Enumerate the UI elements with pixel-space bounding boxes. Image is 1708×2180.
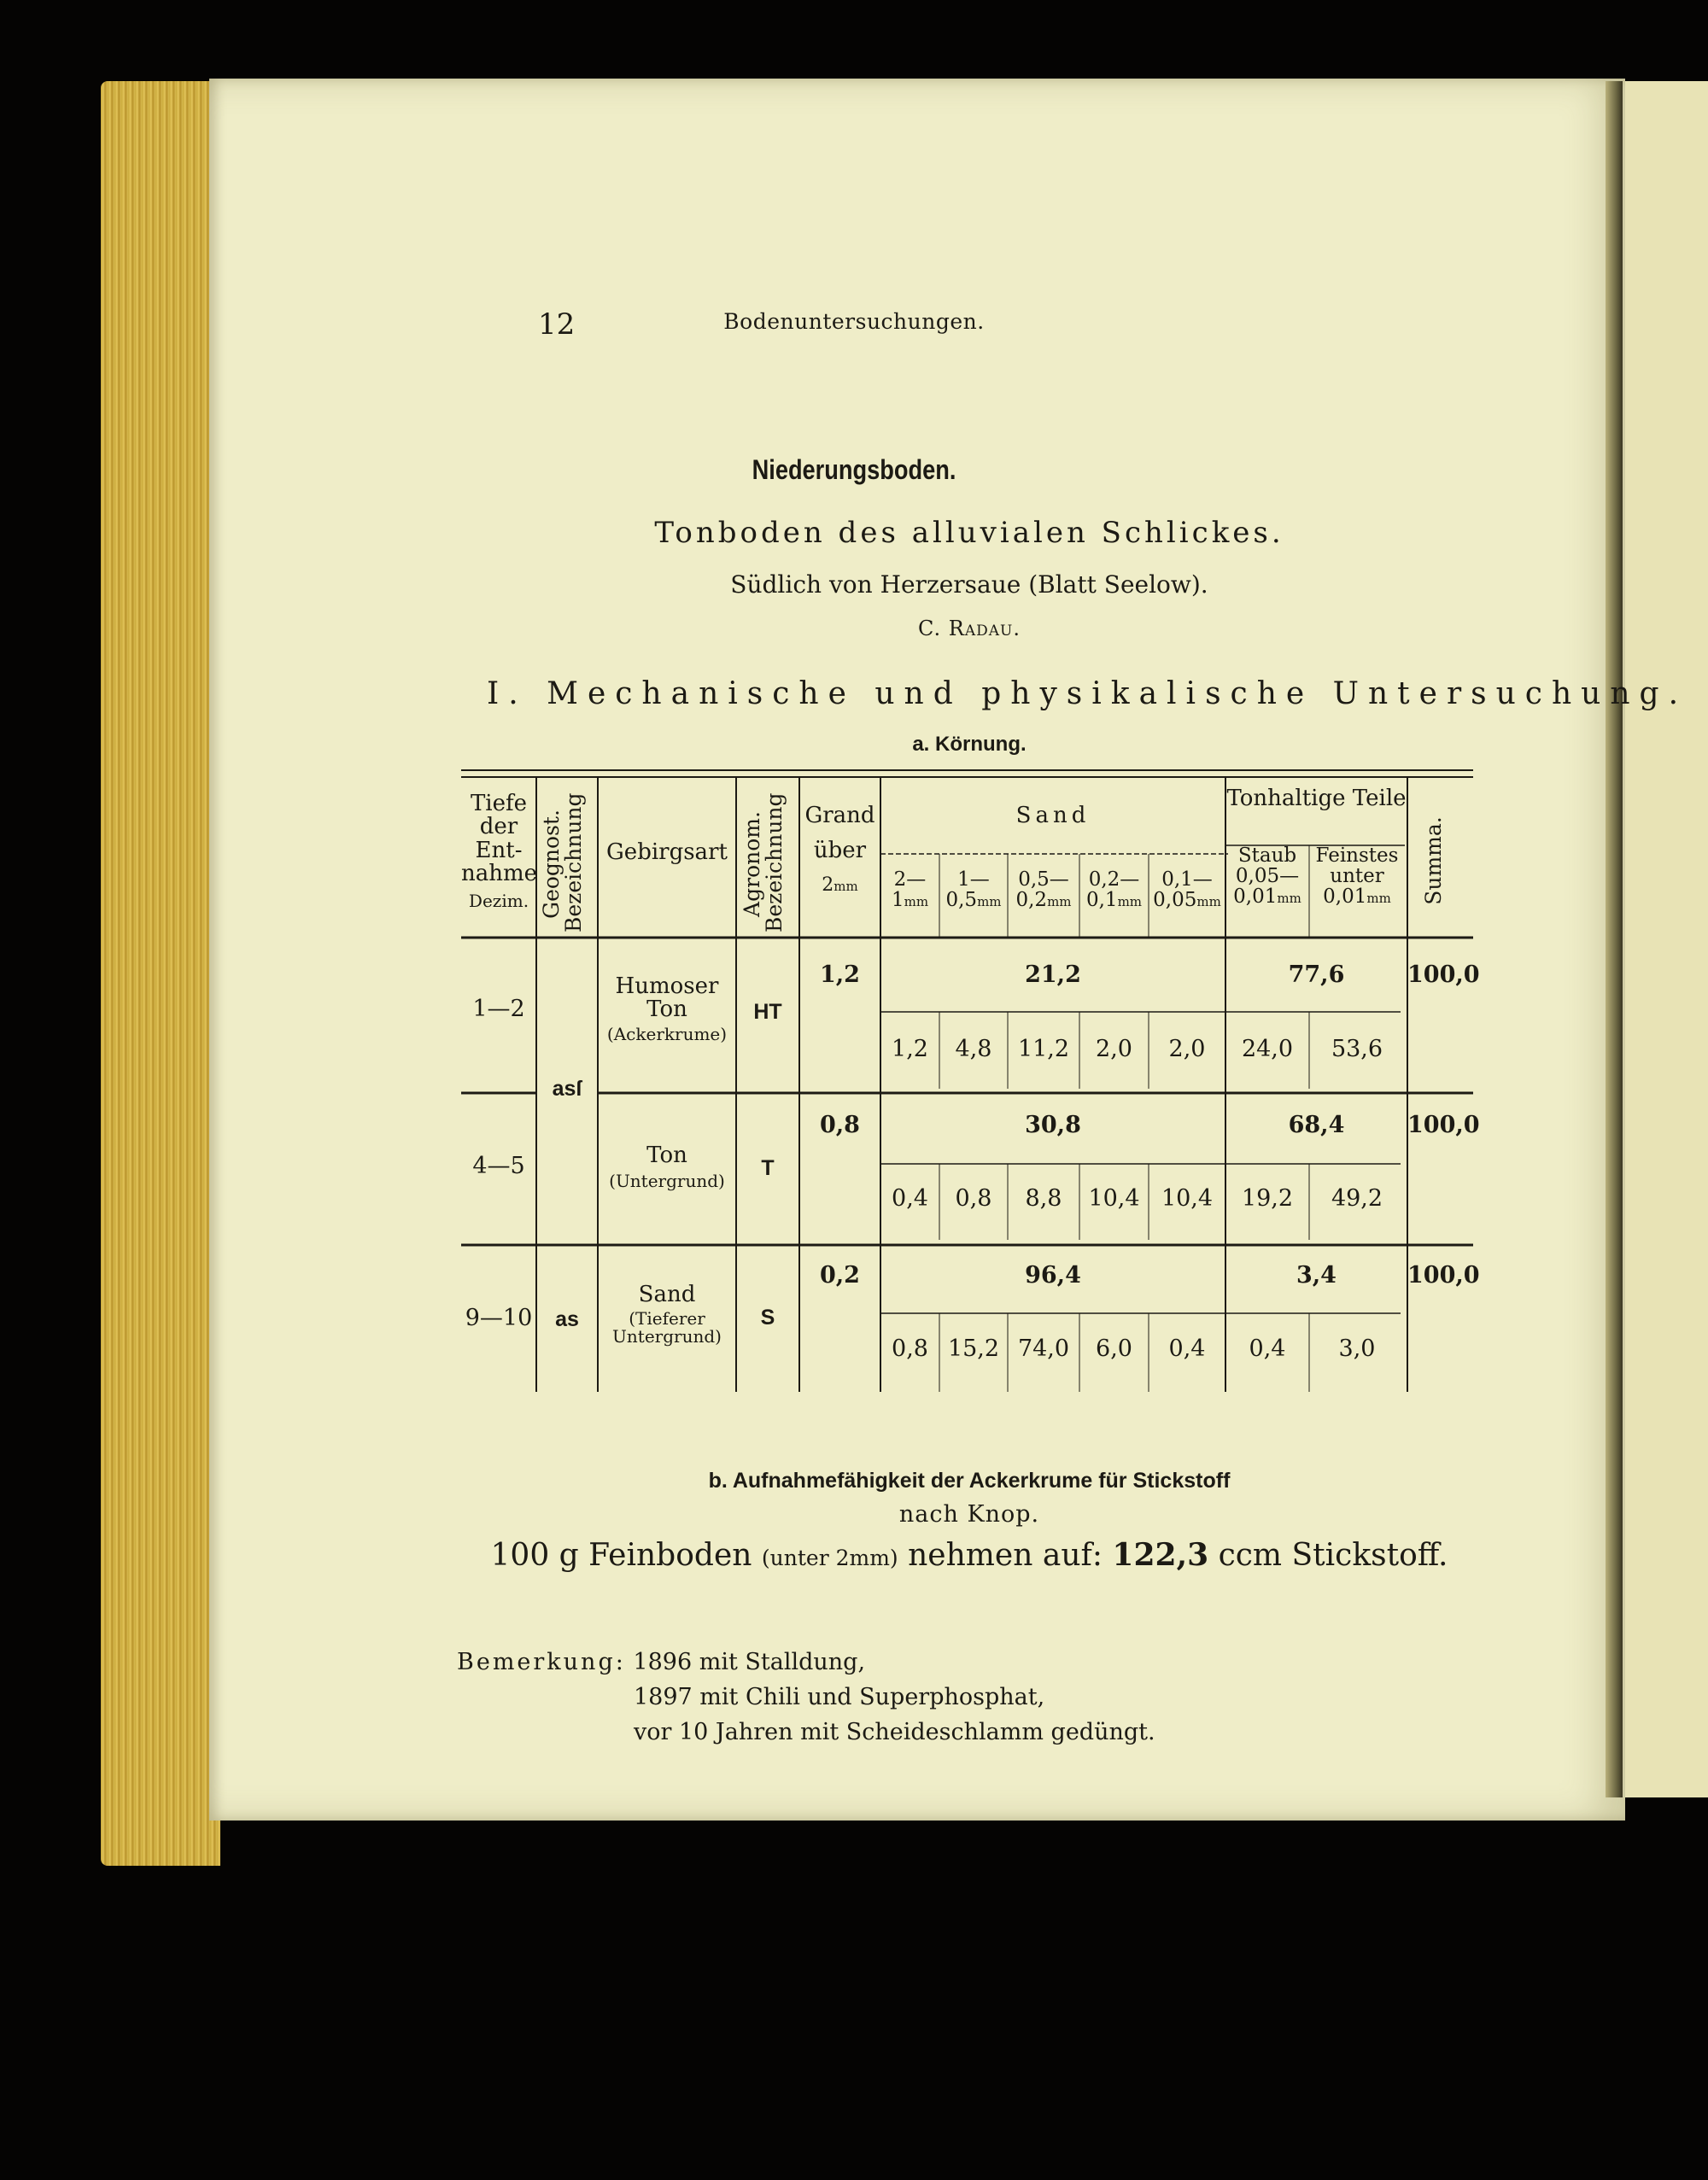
row1-sand-3: 11,2 [1017, 1036, 1070, 1062]
row1-sand-1: 1,2 [892, 1036, 928, 1062]
header-agronom: Agronom. Bezeichnung [740, 792, 787, 932]
author-line: C. Radau. [918, 617, 1021, 640]
subsection-heading: a. Körnung. [912, 733, 1027, 756]
row1-staub: 24,0 [1241, 1036, 1294, 1062]
row2-sand-3: 8,8 [1025, 1185, 1062, 1212]
row3-geognost: as [555, 1307, 579, 1331]
row2-grand: 0,8 [820, 1112, 860, 1138]
row1-agronom: HT [753, 1000, 782, 1024]
row2-sand-4: 10,4 [1088, 1185, 1140, 1212]
location-line: Südlich von Herzersaue (Blatt Seelow). [730, 570, 1208, 599]
section-b-sub: nach Knop. [898, 1501, 1040, 1528]
row1-ton-total: 77,6 [1288, 961, 1345, 988]
section-title: I. Mechanische und physikalische Untersuchung. [487, 676, 1688, 711]
row2-sand-total: 30,8 [1025, 1112, 1081, 1138]
header-grand: Grand über 2mm [804, 803, 875, 896]
row3-agronom: S [760, 1306, 775, 1330]
row2-feinstes: 49,2 [1331, 1185, 1383, 1212]
row2-gebirgsart: Ton (Untergrund) [609, 1143, 725, 1192]
section-b-heading: b. Aufnahmefähigkeit der Ackerkrume für Stickstoff [708, 1469, 1231, 1493]
row2-summa: 100,0 [1407, 1112, 1480, 1138]
geognost-shared: asſ [552, 1077, 582, 1101]
header-geognost: Geognost. Bezeichnung [539, 792, 587, 932]
row3-sand-3: 74,0 [1017, 1335, 1070, 1362]
row3-ton-total: 3,4 [1296, 1262, 1337, 1289]
row1-sand-4: 2,0 [1096, 1036, 1132, 1062]
row2-agronom: T [761, 1156, 775, 1180]
header-sand-1-05: 1— 0,5mm [945, 868, 1002, 912]
row1-sand-total: 21,2 [1025, 961, 1081, 988]
row3-staub: 0,4 [1249, 1335, 1286, 1362]
header-sand-01-005: 0,1— 0,05mm [1153, 868, 1221, 912]
row2-staub: 19,2 [1241, 1185, 1294, 1212]
section-b-result: 100 g Feinboden (unter 2mm) nehmen auf: 122,3 ccm Stickstoff. [490, 1537, 1448, 1573]
book-edge [101, 81, 220, 1866]
row2-sand-1: 0,4 [892, 1185, 928, 1212]
header-sand-02-01: 0,2— 0,1mm [1085, 868, 1143, 912]
row2-sand-2: 0,8 [955, 1185, 992, 1212]
row3-grand: 0,2 [820, 1262, 860, 1289]
row1-feinstes: 53,6 [1331, 1036, 1383, 1062]
row1-tiefe: 1—2 [472, 996, 525, 1022]
row1-gebirgsart: Humoser Ton (Ackerkrume) [606, 973, 728, 1044]
remark: Bemerkung: 1896 mit Stalldung, 1897 mit Chili und Superphosphat, vor 10 Jahren mit Scheideschlamm gedüngt. [457, 1649, 1155, 1745]
row2-ton-total: 68,4 [1288, 1112, 1345, 1138]
subtitle: Tonboden des alluvialen Schlickes. [654, 516, 1284, 550]
row3-summa: 100,0 [1407, 1262, 1480, 1289]
row3-sand-total: 96,4 [1025, 1262, 1081, 1289]
row1-grand: 1,2 [820, 961, 860, 988]
row3-sand-5: 0,4 [1168, 1335, 1206, 1362]
running-title: Bodenuntersuchungen. [723, 309, 985, 334]
header-summa: Summa. [1421, 816, 1446, 905]
header-sand-2-1: 2— 1mm [891, 868, 929, 912]
header-sand-05-02: 0,5— 0,2mm [1015, 868, 1072, 912]
page-title: Niederungsboden. [752, 454, 956, 485]
header-tonhaltige: Tonhaltige Teile [1226, 786, 1407, 811]
row1-sand-5: 2,0 [1168, 1036, 1206, 1062]
row1-summa: 100,0 [1407, 961, 1480, 988]
header-sand: Sand [1015, 803, 1091, 828]
page-number: 12 [538, 307, 576, 342]
row3-sand-2: 15,2 [947, 1335, 1000, 1362]
row3-gebirgsart: Sand (Tieferer Untergrund) [612, 1282, 722, 1347]
row3-feinstes: 3,0 [1338, 1335, 1376, 1362]
row3-sand-4: 6,0 [1096, 1335, 1132, 1362]
row3-tiefe: 9—10 [465, 1305, 533, 1331]
row1-sand-2: 4,8 [955, 1036, 992, 1062]
header-staub: Staub 0,05— 0,01mm [1233, 845, 1301, 909]
row2-sand-5: 10,4 [1161, 1185, 1214, 1212]
header-gebirgsart: Gebirgsart [606, 839, 728, 865]
row3-sand-1: 0,8 [892, 1335, 928, 1362]
header-tiefe: Tiefe der Ent- nahme Dezim. [461, 791, 538, 912]
row2-tiefe: 4—5 [472, 1153, 525, 1179]
header-feinstes: Feinstes unter 0,01mm [1315, 845, 1399, 909]
